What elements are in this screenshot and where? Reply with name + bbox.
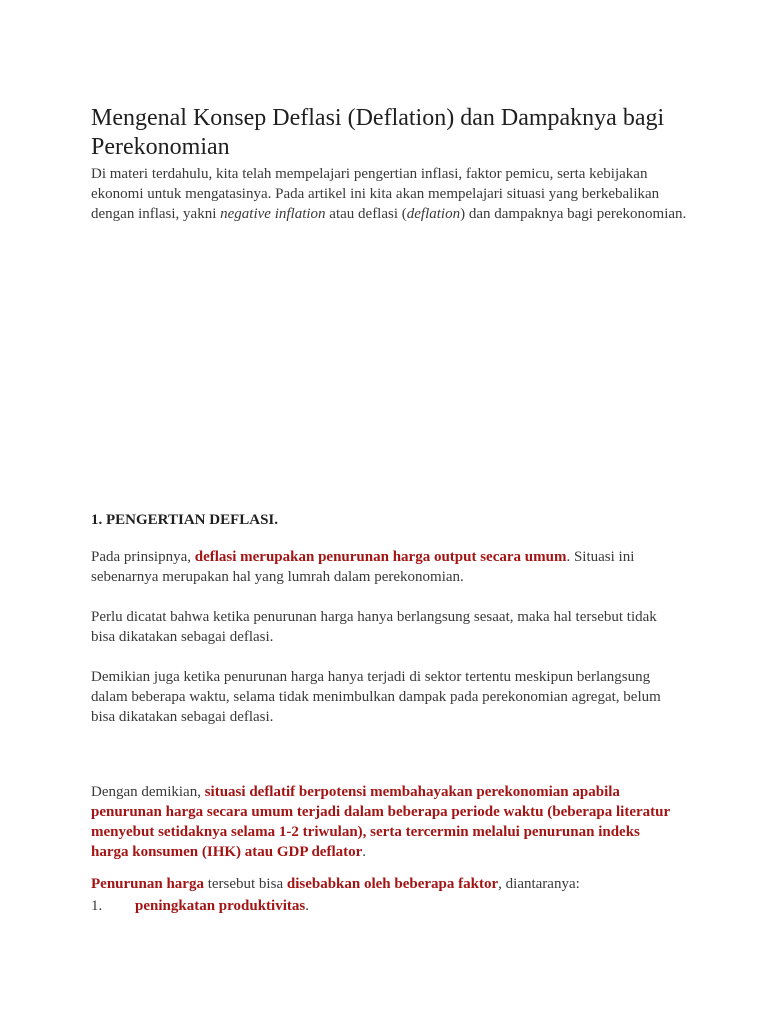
intro-text-3: ) dan dampaknya bagi perekonomian. [460,206,687,222]
highlighted-text: deflasi merupakan penurunan harga output secara umum [194,549,567,565]
paragraph-text: tersebut bisa [203,876,287,892]
list-item [91,896,309,916]
highlighted-text: Penurunan harga [91,876,204,892]
paragraph-sector-decline: Demikian juga ketika penurunan harga hanya terjadi di sektor tertentu meskipun berlangsung dalam beberapa waktu, selama tidak menimbulkan dampak pada perekonomian agregat, belum bisa dikatakan sebagai deflasi. [91,669,661,725]
article-title: Mengenal Konsep Deflasi (Deflation) dan Dampaknya bagi Perekonomian [91,105,665,160]
intro-text-2: atau deflasi ( [325,206,407,222]
list-item-suffix: . [305,898,309,914]
paragraph-causes [91,874,681,894]
highlighted-text: situasi deflatif berpotensi membahayakan perekonomian apabila penurunan harga secara umum terjadi dalam beberapa periode waktu (beberapa literatur menyebut setidaknya selama 1-2 triwulan), serta tercermin melalui penurunan indeks harga konsumen (IHK) atau GDP deflator [91,784,670,860]
paragraph-deflationary-situation [91,782,681,862]
intro-paragraph [91,164,691,224]
intro-text-1: Di materi terdahulu, kita telah mempelajari pengertian inflasi, faktor pemicu, serta kebijakan ekonomi untuk mengatasinya. Pada artikel ini kita akan mempelajari situasi yang berkebalikan dengan inflasi, yakni [91,166,660,222]
intro-italic-deflation: deflation [406,206,461,222]
paragraph-text: . [362,844,367,860]
list-item-number: 1. [91,898,103,914]
paragraph-temporary-decline: Perlu dicatat bahwa ketika penurunan harga hanya berlangsung sesaat, maka hal tersebut tidak bisa dikatakan sebagai deflasi. [91,609,657,645]
section-heading: 1. PENGERTIAN DEFLASI. [91,512,279,528]
intro-italic-negative-inflation: negative inflation [220,206,326,222]
paragraph-text: Pada prinsipnya, [91,549,195,565]
paragraph-text: . Situasi ini sebenarnya merupakan hal yang lumrah dalam perekonomian. [91,549,635,585]
highlighted-text: disebabkan oleh beberapa faktor [286,876,499,892]
paragraph-definition [91,547,681,587]
list-item-text: peningkatan produktivitas [135,898,306,914]
paragraph-text: Dengan demikian, [91,784,205,800]
paragraph-text: , diantaranya: [498,876,580,892]
document-page [91,104,691,914]
